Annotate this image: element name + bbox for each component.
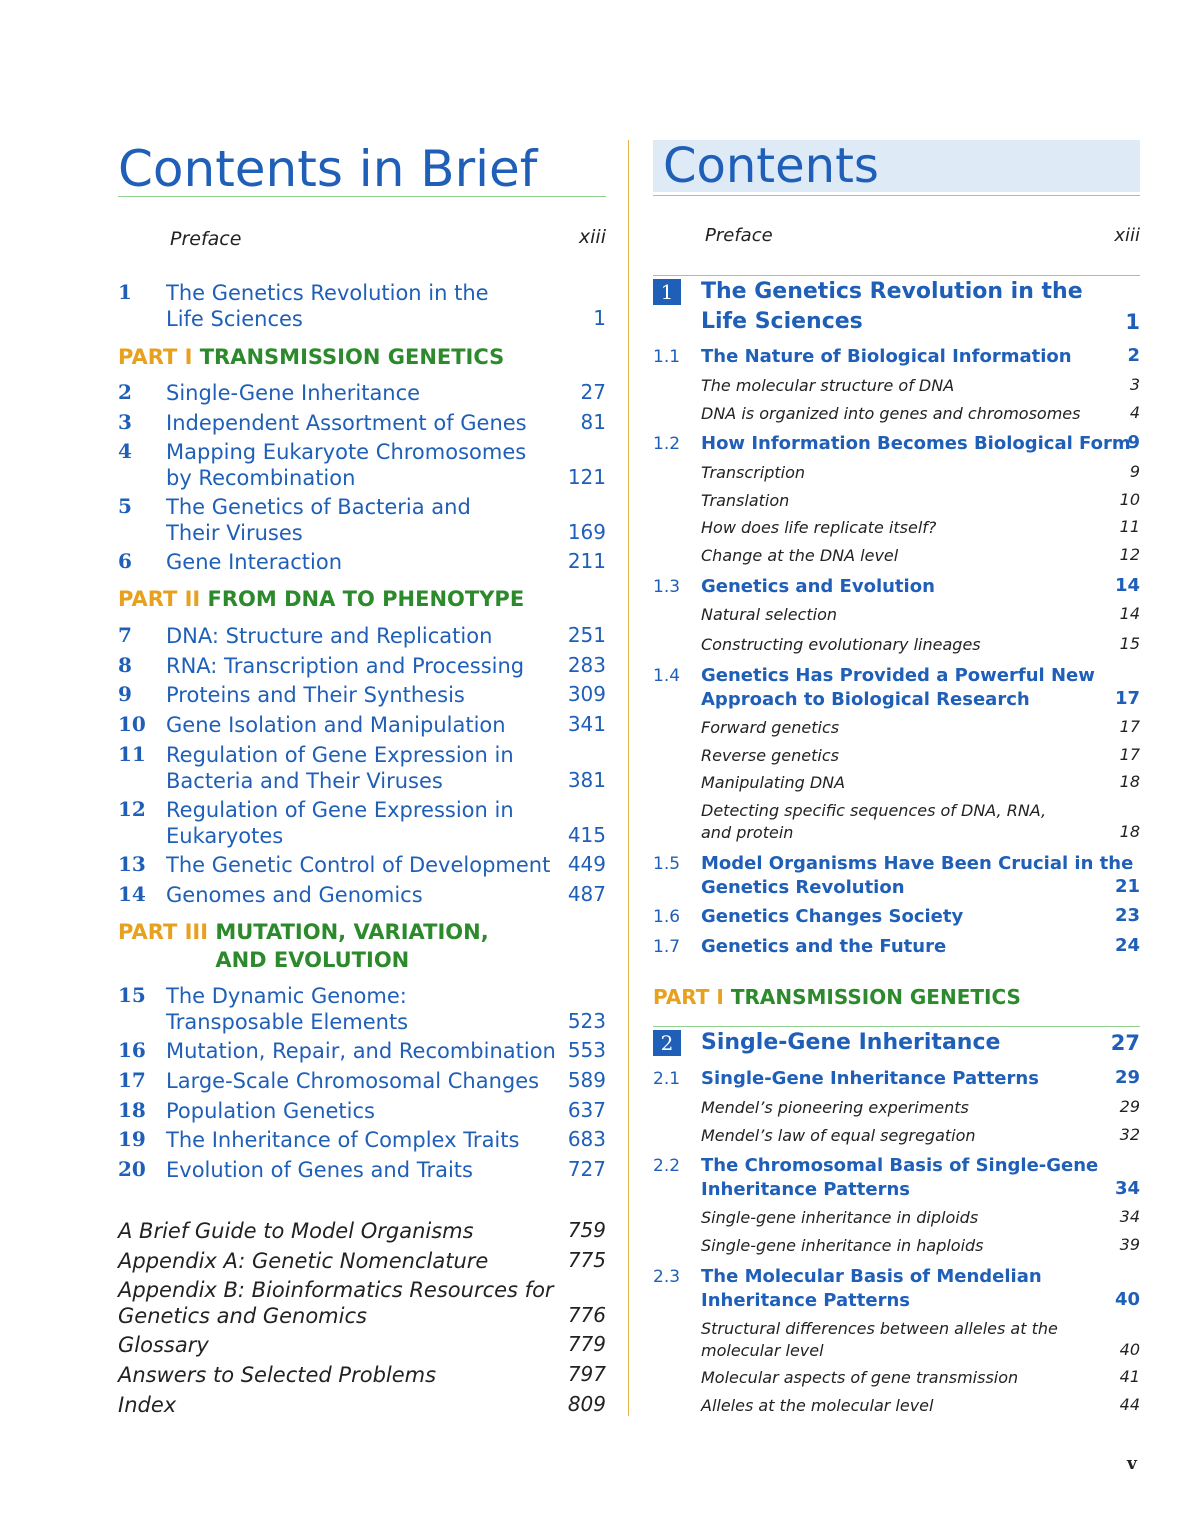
- subsection-title: [701, 772, 845, 794]
- chapter-title-line: The Genetics of Bacteria and: [166, 495, 471, 519]
- chapter-page: 211: [567, 549, 606, 573]
- subsection-page: 11: [1119, 517, 1140, 536]
- chapter-title: [166, 410, 556, 436]
- back-matter-page: 779: [567, 1332, 606, 1356]
- chapter-title: [166, 439, 556, 491]
- subsection-title: [701, 1097, 969, 1119]
- part-title: [215, 918, 488, 974]
- chapter-rule: [653, 1026, 1140, 1027]
- chapter-number: 4: [118, 439, 132, 463]
- chapter-number: 18: [118, 1098, 146, 1122]
- section-title-line: Approach to Biological Research: [701, 689, 1030, 710]
- chapter-page: 415: [567, 823, 606, 847]
- section-title-line: Genetics and Evolution: [701, 576, 935, 597]
- part-title: [208, 585, 525, 613]
- subsection-line: How does life replicate itself?: [701, 518, 937, 537]
- section-number: 1.5: [653, 854, 681, 874]
- chapter-title-line: The Dynamic Genome:: [166, 984, 407, 1008]
- chapter-title: [166, 682, 556, 708]
- part-label: PART II: [118, 587, 201, 611]
- chapter-title-line: Gene Interaction: [166, 550, 343, 574]
- subsection-line: Manipulating DNA: [701, 773, 846, 792]
- chapter-page: 589: [567, 1068, 606, 1092]
- section-number: 2.2: [653, 1156, 681, 1176]
- chapter-title: [166, 882, 556, 908]
- chapter-title-line: Regulation of Gene Expression in: [166, 798, 514, 822]
- part-heading: [653, 985, 1021, 1009]
- subsection-title: [701, 1395, 933, 1417]
- chapter-title: [166, 1098, 556, 1124]
- section-title-line: The Molecular Basis of Mendelian: [701, 1266, 1042, 1287]
- chapter-title: [166, 623, 556, 649]
- chapter-title: [166, 280, 556, 332]
- section-title: [701, 345, 1072, 369]
- chapter-title: [166, 549, 556, 575]
- chapter-number-box: 2: [653, 1030, 681, 1056]
- section-number: 1.1: [653, 347, 681, 367]
- subsection-title: [701, 490, 789, 512]
- back-matter-title: [118, 1277, 554, 1329]
- contents-preface-page: xiii: [1114, 225, 1140, 246]
- chapter-number: 19: [118, 1127, 146, 1151]
- chapter-title-line: Mutation, Repair, and Recombination: [166, 1039, 556, 1063]
- back-matter-line: Appendix A: Genetic Nomenclature: [118, 1249, 489, 1273]
- subsection-line: Forward genetics: [701, 718, 840, 737]
- chapter-page: 1: [593, 306, 606, 330]
- subsection-title: [701, 717, 839, 739]
- chapter-number: 15: [118, 983, 146, 1007]
- back-matter-line: Index: [118, 1393, 177, 1417]
- subsection-page: 9: [1129, 462, 1140, 481]
- chapter-number: 14: [118, 882, 146, 906]
- part-title: TRANSMISSION GENETICS: [730, 985, 1021, 1009]
- chapter-number: 1: [118, 280, 132, 304]
- chapter-title-line: The Genetic Control of Development: [166, 853, 551, 877]
- subsection-title: [701, 1125, 976, 1147]
- chapter-title-line: The Genetics Revolution in the: [166, 281, 489, 305]
- section-page: 40: [1114, 1289, 1140, 1310]
- back-matter-title: [118, 1332, 209, 1358]
- back-matter-line: Answers to Selected Problems: [118, 1363, 437, 1387]
- part-heading: [118, 343, 504, 371]
- chapter-number: 10: [118, 712, 146, 736]
- part-title-line: MUTATION, VARIATION,: [215, 920, 489, 944]
- back-matter-title: [118, 1218, 474, 1244]
- subsection-line: Change at the DNA level: [701, 546, 899, 565]
- chapter-title: [166, 712, 556, 738]
- section-title-line: Genetics Has Provided a Powerful New: [701, 665, 1095, 686]
- chapter-number: 2: [118, 380, 132, 404]
- subsection-page: 29: [1119, 1097, 1140, 1116]
- section-title: [701, 905, 963, 929]
- back-matter-line: Glossary: [118, 1333, 209, 1357]
- section-number: 2.3: [653, 1267, 681, 1287]
- chapter-number-box: 1: [653, 279, 681, 305]
- back-matter-title: [118, 1248, 488, 1274]
- column-divider: [628, 140, 629, 1416]
- subsection-title: [701, 375, 954, 397]
- chapter-number: 9: [118, 682, 132, 706]
- subsection-page: 10: [1119, 490, 1140, 509]
- chapter-title-line: Single-Gene Inheritance: [701, 1030, 1001, 1055]
- subsection-line: Molecular aspects of gene transmission: [701, 1368, 1019, 1387]
- chapter-title-line: DNA: Structure and Replication: [166, 624, 493, 648]
- subsection-page: 3: [1129, 375, 1140, 394]
- page-number: v: [1127, 1454, 1137, 1474]
- section-title: [701, 1067, 1039, 1091]
- back-matter-page: 776: [567, 1303, 606, 1327]
- subsection-line: Natural selection: [701, 605, 838, 624]
- subsection-page: 17: [1119, 745, 1140, 764]
- section-page: 9: [1127, 432, 1140, 453]
- subsection-line: and protein: [701, 823, 794, 842]
- chapter-page: 81: [580, 410, 606, 434]
- subsection-title: [701, 462, 805, 484]
- chapter-title-line: Evolution of Genes and Traits: [166, 1158, 473, 1182]
- chapter-page: 1: [1125, 310, 1140, 334]
- subsection-line: Alleles at the molecular level: [701, 1396, 934, 1415]
- part-title-line: FROM DNA TO PHENOTYPE: [207, 587, 525, 611]
- back-matter-line: Genetics and Genomics: [118, 1304, 367, 1328]
- chapter-title-line: The Inheritance of Complex Traits: [166, 1128, 520, 1152]
- chapter-title-line: Bacteria and Their Viruses: [166, 769, 443, 793]
- section-page: 29: [1114, 1067, 1140, 1088]
- section-page: 24: [1114, 935, 1140, 956]
- chapter-number: 11: [118, 742, 146, 766]
- chapter-title-line: Mapping Eukaryote Chromosomes: [166, 440, 527, 464]
- chapter-number: 12: [118, 797, 146, 821]
- subsection-title: [701, 1207, 978, 1229]
- chapter-page: 341: [567, 712, 606, 736]
- section-page: 34: [1114, 1178, 1140, 1199]
- chapter-page: 487: [567, 882, 606, 906]
- subsection-line: Single-gene inheritance in haploids: [701, 1236, 984, 1255]
- part-label: PART I: [118, 345, 193, 369]
- subsection-page: 14: [1119, 604, 1140, 623]
- subsection-title: [701, 745, 839, 767]
- subsection-title: [701, 517, 936, 539]
- chapter-page: 27: [580, 380, 606, 404]
- subsection-line: The molecular structure of DNA: [701, 376, 955, 395]
- chapter-page: 27: [1110, 1031, 1140, 1055]
- chapter-title: [166, 653, 556, 679]
- section-title-line: Inheritance Patterns: [701, 1290, 910, 1311]
- subsection-line: Structural differences between alleles at the: [701, 1319, 1058, 1338]
- chapter-number: 6: [118, 549, 132, 573]
- subsection-line: Detecting specific sequences of DNA, RNA,: [701, 801, 1047, 820]
- chapter-page: 449: [567, 852, 606, 876]
- chapter-page: 283: [567, 653, 606, 677]
- section-title-line: Genetics and the Future: [701, 936, 947, 957]
- chapter-page: 381: [567, 768, 606, 792]
- chapter-number: 7: [118, 623, 132, 647]
- part-heading: [118, 585, 524, 613]
- chapter-title-line: Large-Scale Chromosomal Changes: [166, 1069, 540, 1093]
- subsection-title: [701, 1318, 1058, 1362]
- subsection-title: [701, 545, 898, 567]
- subsection-page: 12: [1119, 545, 1140, 564]
- section-title-line: Inheritance Patterns: [701, 1179, 910, 1200]
- chapter-title-line: Proteins and Their Synthesis: [166, 683, 465, 707]
- part-label: PART III: [118, 920, 209, 944]
- section-title: [701, 935, 946, 959]
- chapter-page: 553: [567, 1038, 606, 1062]
- chapter-number: 20: [118, 1157, 146, 1181]
- section-title-line: Single-Gene Inheritance Patterns: [701, 1068, 1039, 1089]
- section-title-line: The Chromosomal Basis of Single-Gene: [701, 1155, 1099, 1176]
- chapter-title-line: Single-Gene Inheritance: [166, 381, 421, 405]
- chapter-title-line: Gene Isolation and Manipulation: [166, 713, 506, 737]
- chapter-number: 16: [118, 1038, 146, 1062]
- chapter-title-line: Independent Assortment of Genes: [166, 411, 527, 435]
- subsection-page: 18: [1119, 772, 1140, 791]
- subsection-page: 34: [1119, 1207, 1140, 1226]
- back-matter-title: [118, 1392, 176, 1418]
- chapter-title-line: Regulation of Gene Expression in: [166, 743, 514, 767]
- chapter-page: 121: [567, 465, 606, 489]
- chapter-title-line: by Recombination: [166, 466, 356, 490]
- subsection-page: 4: [1129, 403, 1140, 422]
- chapter-title-line: Their Viruses: [166, 521, 303, 545]
- part-title: [200, 343, 505, 371]
- section-title: [701, 1265, 1042, 1313]
- brief-preface-page: xiii: [578, 226, 606, 248]
- section-page: 14: [1114, 575, 1140, 596]
- subsection-page: 15: [1119, 634, 1140, 653]
- chapter-number: 5: [118, 494, 132, 518]
- chapter-number: 8: [118, 653, 132, 677]
- subsection-page: 44: [1119, 1395, 1140, 1414]
- chapter-title: [166, 852, 556, 878]
- section-title: [701, 575, 935, 599]
- subsection-page: 41: [1119, 1367, 1140, 1386]
- part-heading: [118, 918, 489, 974]
- section-title-line: Model Organisms Have Been Crucial in the: [701, 853, 1134, 874]
- section-number: 1.2: [653, 434, 681, 454]
- section-number: 1.7: [653, 937, 681, 957]
- subsection-page: 17: [1119, 717, 1140, 736]
- subsection-line: Mendel’s pioneering experiments: [701, 1098, 969, 1117]
- chapter-title: [166, 742, 556, 794]
- subsection-title: [701, 1367, 1018, 1389]
- section-title-line: Genetics Changes Society: [701, 906, 964, 927]
- subsection-title: [701, 634, 981, 656]
- section-title-line: The Nature of Biological Information: [701, 346, 1072, 367]
- subsection-page: 32: [1119, 1125, 1140, 1144]
- chapter-page: 683: [567, 1127, 606, 1151]
- contents-in-brief-column: [118, 140, 608, 1417]
- chapter-page: 637: [567, 1098, 606, 1122]
- subsection-title: [701, 604, 837, 626]
- part-title-line: TRANSMISSION GENETICS: [199, 345, 505, 369]
- subsection-line: molecular level: [701, 1341, 824, 1360]
- contents-title-box: [653, 140, 1140, 192]
- chapter-title-line: Genomes and Genomics: [166, 883, 423, 907]
- back-matter-line: A Brief Guide to Model Organisms: [118, 1219, 474, 1243]
- chapter-title: [701, 1028, 1000, 1058]
- title-rule: [653, 195, 1140, 196]
- chapter-page: 251: [567, 623, 606, 647]
- chapter-title-line: Population Genetics: [166, 1099, 375, 1123]
- chapter-title: [166, 983, 556, 1035]
- section-page: 2: [1127, 345, 1140, 366]
- subsection-title: [701, 800, 1046, 844]
- back-matter-page: 775: [567, 1248, 606, 1272]
- subsection-page: 18: [1119, 822, 1140, 841]
- back-matter-line: Appendix B: Bioinformatics Resources for: [118, 1278, 554, 1302]
- subsection-line: DNA is organized into genes and chromosomes: [701, 404, 1081, 423]
- chapter-rule: [653, 275, 1140, 276]
- contents-title: Contents: [663, 138, 879, 194]
- subsection-title: [701, 1235, 984, 1257]
- chapter-title: [166, 1068, 556, 1094]
- section-page: 23: [1114, 905, 1140, 926]
- section-number: 1.3: [653, 577, 681, 597]
- subsection-page: 39: [1119, 1235, 1140, 1254]
- section-title-line: How Information Becomes Biological Form: [701, 433, 1131, 454]
- section-page: 17: [1114, 688, 1140, 709]
- chapter-number: 17: [118, 1068, 146, 1092]
- chapter-title: [166, 380, 556, 406]
- section-title: [701, 432, 1131, 456]
- chapter-page: 169: [567, 520, 606, 544]
- title-rule: [118, 196, 606, 197]
- back-matter-title: [118, 1362, 436, 1388]
- section-number: 1.6: [653, 907, 681, 927]
- subsection-title: [701, 403, 1080, 425]
- chapter-title-line: RNA: Transcription and Processing: [166, 654, 525, 678]
- subsection-line: Constructing evolutionary lineages: [701, 635, 981, 654]
- section-number: 1.4: [653, 666, 681, 686]
- chapter-title-line: Life Sciences: [166, 307, 303, 331]
- section-page: 21: [1114, 876, 1140, 897]
- subsection-line: Translation: [701, 491, 790, 510]
- section-title-line: Genetics Revolution: [701, 877, 905, 898]
- chapter-page: 523: [567, 1009, 606, 1033]
- chapter-title: [166, 797, 556, 849]
- back-matter-page: 809: [567, 1392, 606, 1416]
- chapter-page: 309: [567, 682, 606, 706]
- part-title-line: AND EVOLUTION: [215, 948, 410, 972]
- section-title: [701, 664, 1095, 712]
- chapter-title: [701, 277, 1083, 337]
- chapter-title-line: Eukaryotes: [166, 824, 284, 848]
- contents-preface: Preface: [705, 225, 773, 246]
- chapter-number: 3: [118, 410, 132, 434]
- back-matter-page: 759: [567, 1218, 606, 1242]
- chapter-title-line: Transposable Elements: [166, 1010, 409, 1034]
- part-label: PART I: [653, 985, 724, 1009]
- contents-in-brief-title: Contents in Brief: [118, 140, 538, 198]
- chapter-title: [166, 1038, 556, 1064]
- chapter-title-line: Life Sciences: [701, 309, 863, 334]
- back-matter-page: 797: [567, 1362, 606, 1386]
- subsection-line: Single-gene inheritance in diploids: [701, 1208, 979, 1227]
- brief-preface: Preface: [170, 228, 242, 250]
- chapter-number: 13: [118, 852, 146, 876]
- subsection-line: Mendel’s law of equal segregation: [701, 1126, 976, 1145]
- subsection-page: 40: [1119, 1340, 1140, 1359]
- chapter-title: [166, 1127, 556, 1153]
- section-number: 2.1: [653, 1069, 681, 1089]
- subsection-line: Transcription: [701, 463, 806, 482]
- section-title: [701, 1154, 1098, 1202]
- section-title: [701, 852, 1133, 900]
- subsection-line: Reverse genetics: [701, 746, 839, 765]
- chapter-title-line: The Genetics Revolution in the: [701, 279, 1083, 304]
- chapter-title: [166, 1157, 556, 1183]
- chapter-title: [166, 494, 556, 546]
- chapter-page: 727: [567, 1157, 606, 1181]
